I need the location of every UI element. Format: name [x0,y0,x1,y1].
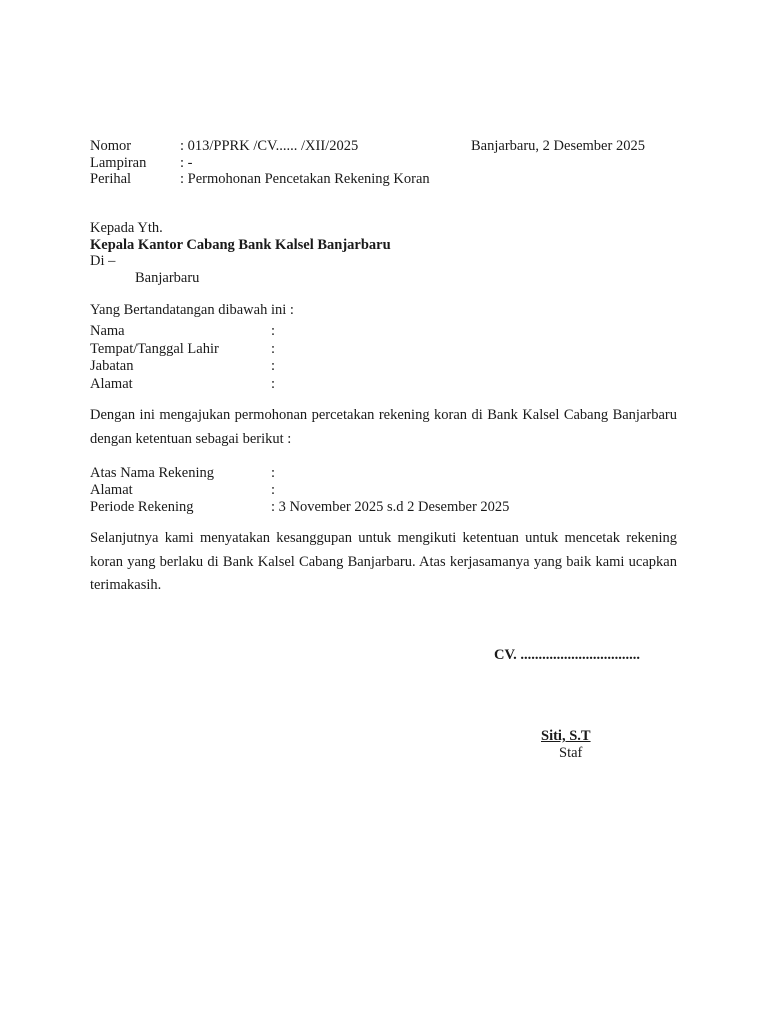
intro-text: Yang Bertandatangan dibawah ini : [90,302,294,318]
recipient-city: Banjarbaru [135,270,200,286]
field-label-jabatan: Jabatan [90,358,134,374]
lampiran-value: : - [180,155,193,171]
field-label-ttl: Tempat/Tanggal Lahir [90,341,219,357]
field-value-nama: : [271,323,276,339]
perihal-value: : Permohonan Pencetakan Rekening Koran [180,171,430,187]
field-value-alamat-rekening: : [271,482,276,498]
nomor-label: Nomor [90,138,132,154]
field-value-alamat: : [271,376,276,392]
recipient-di: Di – [90,253,116,269]
signer-name: Siti, S.T [541,728,591,744]
field-label-atas-nama: Atas Nama Rekening [90,465,215,481]
field-value-ttl: : [271,341,276,357]
nomor-value: : 013/PPRK /CV...... /XII/2025 [180,138,359,154]
recipient-name: Kepala Kantor Cabang Bank Kalsel Banjarbaru [90,237,391,253]
body-paragraph-1: Dengan ini mengajukan permohonan percetakan rekening koran di Bank Kalsel Cabang Banjarbaru dengan ketentuan sebagai berikut : [90,407,677,447]
signer-title: Staf [559,745,583,761]
field-label-nama: Nama [90,323,125,339]
field-value-jabatan: : [271,358,276,374]
field-label-alamat: Alamat [90,376,133,392]
field-value-periode: : 3 November 2025 s.d 2 Desember 2025 [271,499,510,515]
field-label-alamat-rekening: Alamat [90,482,133,498]
perihal-label: Perihal [90,171,132,187]
lampiran-label: Lampiran [90,155,147,171]
signature-company: CV. ................................. [494,647,640,663]
field-value-atas-nama: : [271,465,276,481]
recipient-greeting: Kepada Yth. [90,220,163,236]
place-date: Banjarbaru, 2 Desember 2025 [471,138,645,154]
field-label-periode: Periode Rekening [90,499,194,515]
body-paragraph-2: Selanjutnya kami menyatakan kesanggupan untuk mengikuti ketentuan untuk mencetak rekening koran yang berlaku di Bank Kalsel Cabang Banjarbaru. Atas kerjasamanya yang baik kami ucapkan terimakasih. [90,530,677,593]
